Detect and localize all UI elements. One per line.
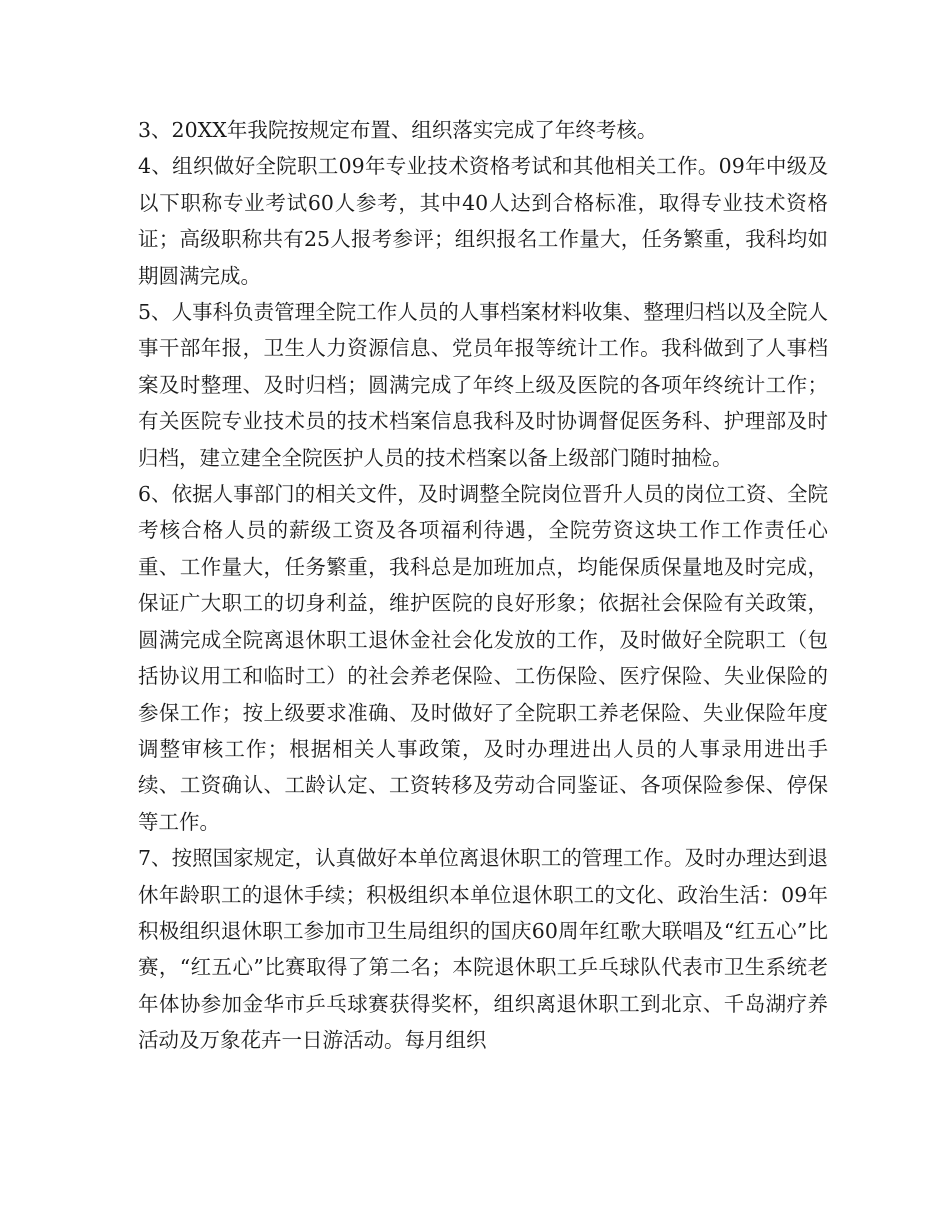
paragraph-item-4: 4、组织做好全院职工09年专业技术资格考试和其他相关工作。09年中级及以下职称专业考试60人参考，其中40人达到合格标准，取得专业技术资格证；高级职称共有25人报考参评；组织报名工作量大，任务繁重，我科均如期圆满完成。 <box>138 154 828 288</box>
document-body <box>138 112 828 1059</box>
paragraph-item-7: 7、按照国家规定，认真做好本单位离退休职工的管理工作。及时办理达到退休年龄职工的退休手续；积极组织本单位退休职工的文化、政治生活：09年积极组织退休职工参加市卫生局组织的国庆60周年红歌大联唱及“红五心”比赛，“红五心”比赛取得了第二名；本院退休职工乒乓球队代表市卫生系统老年体协参加金华市乒乓球赛获得奖杯，组织离退休职工到北京、千岛湖疗养活动及万象花卉一日游活动。每月组织 <box>138 846 828 1053</box>
paragraph-item-3: 3、20XX年我院按规定布置、组织落实完成了年终考核。 <box>138 118 658 142</box>
paragraph-item-6: 6、依据人事部门的相关文件，及时调整全院岗位晋升人员的岗位工资、全院考核合格人员的薪级工资及各项福利待遇，全院劳资这块工作工作责任心重、工作量大，任务繁重，我科总是加班加点，均能保质保量地及时完成，保证广大职工的切身利益，维护医院的良好形象；依据社会保险有关政策，圆满完成全院离退休职工退休金社会化发放的工作，及时做好全院职工（包括协议用工和临时工）的社会养老保险、工伤保险、医疗保险、失业保险的参保工作；按上级要求准确、及时做好了全院职工养老保险、失业保险年度调整审核工作；根据相关人事政策，及时办理进出人员的人事录用进出手续、工资确认、工龄认定、工资转移及劳动合同鉴证、各项保险参保、停保等工作。 <box>138 482 828 834</box>
paragraph-item-5: 5、人事科负责管理全院工作人员的人事档案材料收集、整理归档以及全院人事干部年报，卫生人力资源信息、党员年报等统计工作。我科做到了人事档案及时整理、及时归档；圆满完成了年终上级及医院的各项年终统计工作；有关医院专业技术员的技术档案信息我科及时协调督促医务科、护理部及时归档，建立建全全院医护人员的技术档案以备上级部门随时抽检。 <box>138 300 828 470</box>
